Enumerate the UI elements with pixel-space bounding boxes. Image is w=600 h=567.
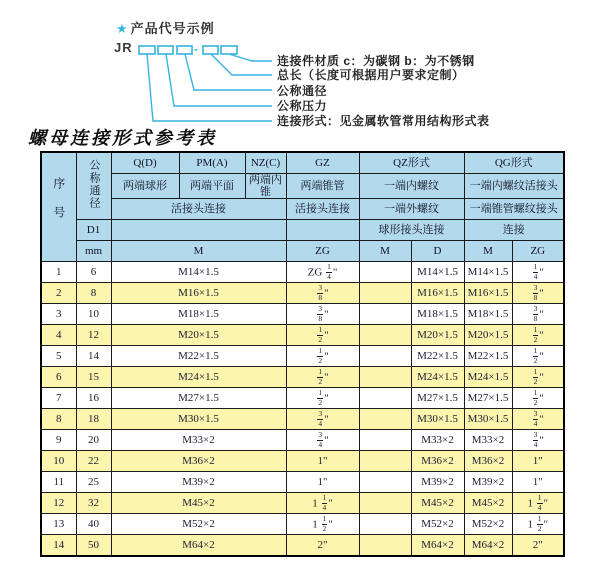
- code-separator: -: [194, 42, 198, 56]
- nominal-diameter-label: 公称通径: [88, 159, 100, 210]
- table-row: [41, 283, 564, 304]
- callout-line: [147, 54, 272, 121]
- cell-qz-m: [359, 493, 411, 514]
- cell-qz-d: M16×1.5: [411, 283, 464, 304]
- cell-qg-zg: $\frac{1}{2}$ ": [512, 325, 564, 346]
- cell-m-thread: M27×1.5: [111, 388, 286, 409]
- cell-qz-m: [359, 367, 411, 388]
- header-end-pma: 两端平面: [179, 174, 245, 199]
- cell-dn-mm: 6: [76, 262, 111, 283]
- table-row: [41, 472, 564, 493]
- cell-dn-mm: 14: [76, 346, 111, 367]
- header-zg-qg: ZG: [512, 241, 564, 262]
- header-end-qd: 两端球形: [111, 174, 179, 199]
- cell-qg-zg: 1 $\frac{1}{2}$ ": [512, 514, 564, 535]
- cell-qg-m: M30×1.5: [464, 409, 512, 430]
- cell-qz-d: M33×2: [411, 430, 464, 451]
- header-row-d1: [41, 220, 564, 241]
- cell-qg-zg: 1": [512, 451, 564, 472]
- cell-qz-m: [359, 451, 411, 472]
- header-seq: [41, 152, 76, 262]
- table-row: [41, 262, 564, 283]
- cell-m-thread: M52×2: [111, 514, 286, 535]
- header-form-qz: QZ形式: [359, 152, 464, 174]
- code-prefix: JR: [114, 40, 133, 55]
- header-form-qg: QG形式: [464, 152, 564, 174]
- callout-length: 总长（长度可根据用户要求定制）: [277, 68, 465, 82]
- header-row-forms: [41, 152, 564, 174]
- table-body: [41, 262, 564, 557]
- cell-gz-zg: 1 $\frac{1}{2}$ ": [286, 514, 359, 535]
- code-box: [139, 46, 155, 54]
- cell-qg-m: M39×2: [464, 472, 512, 493]
- cell-dn-mm: 15: [76, 367, 111, 388]
- table-row: [41, 409, 564, 430]
- cell-qg-zg: $\frac{3}{4}$ ": [512, 430, 564, 451]
- cell-dn-mm: 40: [76, 514, 111, 535]
- cell-gz-zg: 1 $\frac{1}{4}$ ": [286, 493, 359, 514]
- cell-qz-d: M45×2: [411, 493, 464, 514]
- callout-line: [229, 54, 272, 61]
- cell-dn-mm: 12: [76, 325, 111, 346]
- table-row: [41, 346, 564, 367]
- header-row-units: [41, 241, 564, 262]
- cell-qg-zg: $\frac{1}{2}$ ": [512, 367, 564, 388]
- cell-qg-m: M36×2: [464, 451, 512, 472]
- header-zg-gz: ZG: [286, 241, 359, 262]
- cell-qz-m: [359, 304, 411, 325]
- callout-connection: 连接形式：见金属软管常用结构形式表: [277, 114, 490, 128]
- cell-m-thread: M16×1.5: [111, 283, 286, 304]
- code-box: [158, 46, 173, 54]
- header-form-qd: Q(D): [111, 152, 179, 174]
- cell-row-no: 13: [41, 514, 76, 535]
- table-title: 螺母连接形式参考表: [28, 128, 217, 148]
- header-nominal-diameter: [76, 152, 111, 220]
- cell-m-thread: M64×2: [111, 535, 286, 557]
- cell-row-no: 4: [41, 325, 76, 346]
- cell-qz-d: M52×2: [411, 514, 464, 535]
- cell-qz-d: M22×1.5: [411, 346, 464, 367]
- cell-gz-zg: $\frac{1}{2}$ ": [286, 346, 359, 367]
- cell-qz-m: [359, 409, 411, 430]
- code-example-title: 产品代号示例: [130, 21, 215, 36]
- cell-qg-zg: 2": [512, 535, 564, 557]
- cell-row-no: 8: [41, 409, 76, 430]
- cell-qg-zg: $\frac{1}{4}$ ": [512, 262, 564, 283]
- cell-qz-m: [359, 388, 411, 409]
- header-end-gz: 两端锥管: [286, 174, 359, 199]
- cell-gz-zg: $\frac{1}{2}$ ": [286, 325, 359, 346]
- cell-qz-m: [359, 514, 411, 535]
- code-box: [221, 46, 237, 54]
- cell-row-no: 11: [41, 472, 76, 493]
- cell-qg-zg: $\frac{1}{2}$ ": [512, 388, 564, 409]
- cell-gz-zg: ZG $\frac{1}{4}$ ": [286, 262, 359, 283]
- cell-qz-d: M30×1.5: [411, 409, 464, 430]
- cell-row-no: 6: [41, 367, 76, 388]
- cell-qg-m: M45×2: [464, 493, 512, 514]
- cell-gz-zg: $\frac{3}{4}$ ": [286, 409, 359, 430]
- table-row: [41, 430, 564, 451]
- header-connection: 连接: [464, 220, 564, 241]
- cell-m-thread: M20×1.5: [111, 325, 286, 346]
- seq-label: 序号: [51, 176, 66, 235]
- cell-gz-zg: $\frac{3}{4}$ ": [286, 430, 359, 451]
- header-end-qz: 一端内螺纹: [359, 174, 464, 199]
- header-taper-thread-joint: 一端锥管螺纹接头: [464, 199, 564, 220]
- cell-dn-mm: 50: [76, 535, 111, 557]
- header-m-qg: M: [464, 241, 512, 262]
- cell-row-no: 12: [41, 493, 76, 514]
- product-code-diagram: [0, 0, 600, 127]
- cell-m-thread: M39×2: [111, 472, 286, 493]
- header-row-end-style: [41, 174, 564, 199]
- cell-m-thread: M45×2: [111, 493, 286, 514]
- table-row: [41, 514, 564, 535]
- cell-qz-m: [359, 283, 411, 304]
- header-mm: mm: [76, 241, 111, 262]
- cell-qz-d: M64×2: [411, 535, 464, 557]
- cell-qz-d: M36×2: [411, 451, 464, 472]
- cell-m-thread: M33×2: [111, 430, 286, 451]
- cell-dn-mm: 8: [76, 283, 111, 304]
- cell-qg-m: M22×1.5: [464, 346, 512, 367]
- cell-dn-mm: 16: [76, 388, 111, 409]
- cell-qg-zg: $\frac{1}{2}$ ": [512, 346, 564, 367]
- table-row: [41, 304, 564, 325]
- cell-qz-m: [359, 535, 411, 557]
- cell-gz-zg: $\frac{3}{8}$ ": [286, 304, 359, 325]
- header-external-thread: 一端外螺纹: [359, 199, 464, 220]
- cell-qg-m: M52×2: [464, 514, 512, 535]
- header-blank-left: [111, 220, 286, 241]
- code-callouts: [277, 0, 597, 127]
- cell-dn-mm: 25: [76, 472, 111, 493]
- cell-gz-zg: 1": [286, 451, 359, 472]
- cell-qg-m: M16×1.5: [464, 283, 512, 304]
- table-row: [41, 325, 564, 346]
- cell-row-no: 7: [41, 388, 76, 409]
- cell-gz-zg: $\frac{1}{2}$ ": [286, 367, 359, 388]
- cell-row-no: 9: [41, 430, 76, 451]
- cell-row-no: 1: [41, 262, 76, 283]
- cell-qg-zg: $\frac{3}{4}$ ": [512, 409, 564, 430]
- cell-qg-m: M20×1.5: [464, 325, 512, 346]
- header-m-left: M: [111, 241, 286, 262]
- cell-qg-m: M33×2: [464, 430, 512, 451]
- cell-qz-d: M18×1.5: [411, 304, 464, 325]
- cell-qz-m: [359, 262, 411, 283]
- cell-m-thread: M24×1.5: [111, 367, 286, 388]
- cell-qz-d: M39×2: [411, 472, 464, 493]
- cell-qg-m: M27×1.5: [464, 388, 512, 409]
- cell-row-no: 10: [41, 451, 76, 472]
- cell-qz-d: M27×1.5: [411, 388, 464, 409]
- callout-pressure: 公称压力: [277, 99, 328, 113]
- cell-qg-m: M14×1.5: [464, 262, 512, 283]
- callout-material: 连接件材质 c：为碳钢 b：为不锈钢: [277, 54, 475, 68]
- code-box: [177, 46, 192, 54]
- cell-qg-zg: 1": [512, 472, 564, 493]
- cell-qz-m: [359, 472, 411, 493]
- header-ball-joint-connection: 球形接头连接: [359, 220, 464, 241]
- callout-diameter: 公称通径: [277, 84, 328, 98]
- cell-qz-m: [359, 325, 411, 346]
- cell-row-no: 3: [41, 304, 76, 325]
- cell-qg-zg: 1 $\frac{1}{4}$ ": [512, 493, 564, 514]
- cell-qz-m: [359, 430, 411, 451]
- cell-gz-zg: 1": [286, 472, 359, 493]
- table-row: [41, 493, 564, 514]
- cell-row-no: 2: [41, 283, 76, 304]
- cell-qg-zg: $\frac{3}{8}$ ": [512, 304, 564, 325]
- cell-dn-mm: 22: [76, 451, 111, 472]
- star-icon: ★: [116, 21, 129, 36]
- header-row-connection-style: [41, 199, 564, 220]
- header-m-qz: M: [359, 241, 411, 262]
- header-end-nzc: 两端内锥: [245, 174, 286, 199]
- cell-gz-zg: $\frac{1}{2}$ ": [286, 388, 359, 409]
- header-d-qz: D: [411, 241, 464, 262]
- cell-m-thread: M36×2: [111, 451, 286, 472]
- header-union-gz: 活接头连接: [286, 199, 359, 220]
- table-row: [41, 451, 564, 472]
- cell-row-no: 5: [41, 346, 76, 367]
- table-row: [41, 388, 564, 409]
- header-form-nzc: NZ(C): [245, 152, 286, 174]
- cell-row-no: 14: [41, 535, 76, 557]
- cell-qg-m: M18×1.5: [464, 304, 512, 325]
- cell-m-thread: M18×1.5: [111, 304, 286, 325]
- cell-dn-mm: 32: [76, 493, 111, 514]
- code-box: [203, 46, 218, 54]
- cell-dn-mm: 20: [76, 430, 111, 451]
- table-row: [41, 535, 564, 557]
- cell-qz-d: M24×1.5: [411, 367, 464, 388]
- cell-qz-d: M14×1.5: [411, 262, 464, 283]
- header-blank-gz: [286, 220, 359, 241]
- header-form-gz: GZ: [286, 152, 359, 174]
- header-end-qg: 一端内螺纹活接头: [464, 174, 564, 199]
- cell-dn-mm: 10: [76, 304, 111, 325]
- header-form-pma: PM(A): [179, 152, 245, 174]
- cell-qz-m: [359, 346, 411, 367]
- cell-dn-mm: 18: [76, 409, 111, 430]
- table-row: [41, 367, 564, 388]
- cell-m-thread: M22×1.5: [111, 346, 286, 367]
- cell-m-thread: M30×1.5: [111, 409, 286, 430]
- code-example-heading: [116, 18, 215, 37]
- cell-gz-zg: 2": [286, 535, 359, 557]
- header-d1: D1: [76, 220, 111, 241]
- cell-gz-zg: $\frac{3}{8}$ ": [286, 283, 359, 304]
- cell-qz-d: M20×1.5: [411, 325, 464, 346]
- header-union-left: 活接头连接: [111, 199, 286, 220]
- cell-qg-m: M64×2: [464, 535, 512, 557]
- cell-qg-m: M24×1.5: [464, 367, 512, 388]
- nut-connection-reference-table: [40, 151, 565, 557]
- cell-m-thread: M14×1.5: [111, 262, 286, 283]
- cell-qg-zg: $\frac{3}{8}$ ": [512, 283, 564, 304]
